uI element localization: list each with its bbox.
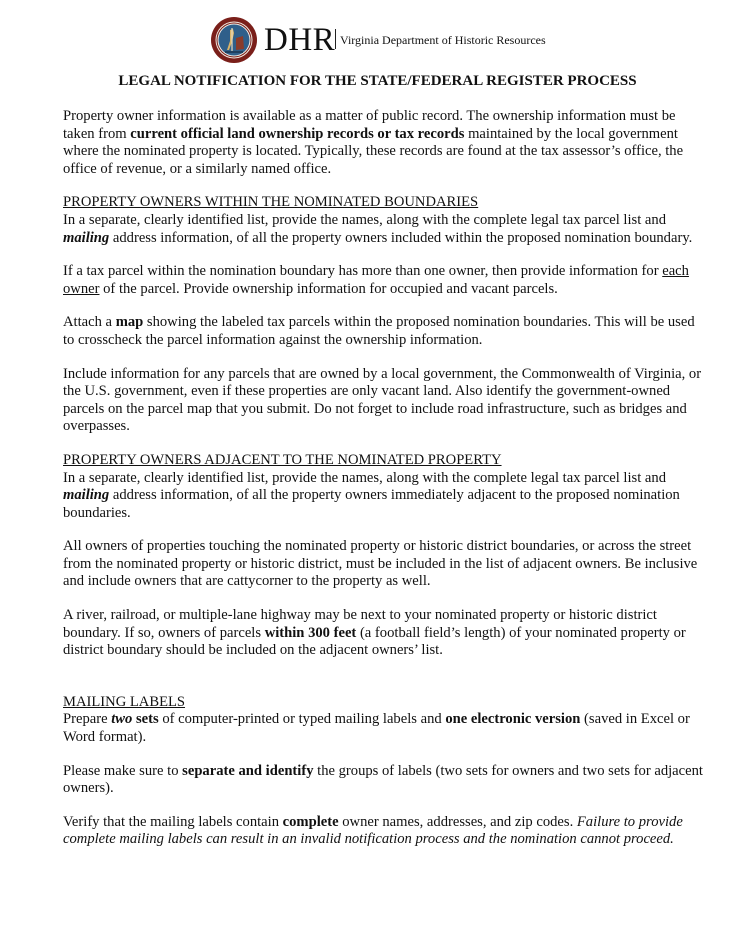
intro-text-2: maintained by the local government where the nominated property is located. Typically, these records are found at the tax assessor’s office, the office of revenue, or a similarly named office. bbox=[63, 125, 684, 177]
owners-p2-text-2: of the parcel. Provide ownership information for occupied and vacant parcels. bbox=[99, 280, 558, 297]
owners-p1-text-2: address information, of all the property owners included within the proposed nomination boundary. bbox=[109, 229, 693, 246]
labels-paragraph-1 bbox=[63, 711, 703, 746]
intro-emphasis: current official land ownership records or tax records bbox=[130, 125, 465, 142]
labels-p1-text-3: (saved in Excel or Word format). bbox=[63, 711, 690, 746]
adjacent-p1-text-1: In a separate, clearly identified list, provide the names, along with the complete legal tax parcel list and bbox=[63, 469, 666, 486]
owners-p1-emphasis: mailing bbox=[63, 229, 110, 246]
owners-paragraph-1 bbox=[63, 212, 703, 247]
labels-p3-emphasis: complete bbox=[282, 813, 339, 830]
labels-p1-text-2: of computer-printed or typed mailing labels and bbox=[158, 711, 446, 728]
labels-p3-warning: Failure to provide complete mailing labels can result in an invalid notification process and the nomination cannot proceed. bbox=[63, 813, 683, 848]
adjacent-p1-emphasis: mailing bbox=[63, 487, 110, 504]
adjacent-p3-text-2: (a football field’s length) of your nominated property or district boundary should be included on the adjacent owners’ list. bbox=[63, 624, 686, 659]
labels-paragraph-3 bbox=[63, 814, 703, 849]
adjacent-section-heading: PROPERTY OWNERS ADJACENT TO THE NOMINATED PROPERTY bbox=[63, 451, 502, 468]
virginia-seal-icon bbox=[210, 16, 258, 64]
adjacent-paragraph-2: All owners of properties touching the nominated property or historic district boundaries, or across the street from the nominated property or historic district, must be included in the list of adjacent owners. Be inclusive and include owners that are cattycorner to the property as well. bbox=[63, 538, 698, 590]
labels-p1-emphasis-italic: two bbox=[111, 711, 133, 728]
intro-paragraph bbox=[63, 108, 703, 178]
page-title: LEGAL NOTIFICATION FOR THE STATE/FEDERAL REGISTER PROCESS bbox=[118, 73, 637, 89]
owners-p2-underline: each owner bbox=[63, 263, 689, 297]
owners-paragraph-3 bbox=[63, 314, 703, 349]
adjacent-paragraph-1 bbox=[63, 470, 703, 523]
labels-p2-emphasis: separate and identify bbox=[182, 762, 314, 779]
owners-p3-emphasis: map bbox=[115, 314, 144, 331]
owners-section-heading: PROPERTY OWNERS WITHIN THE NOMINATED BOUNDARIES bbox=[63, 194, 479, 211]
owners-p3-text-2: showing the labeled tax parcels within the proposed nomination boundaries. This will be used to crosscheck the parcel information against the ownership information. bbox=[63, 314, 695, 348]
labels-p2-text-1: Please make sure to bbox=[63, 762, 183, 779]
owners-p2-text-1: If a tax parcel within the nomination boundary has more than one owner, then provide information for bbox=[63, 263, 663, 280]
owners-p3-text-1: Attach a bbox=[63, 314, 116, 331]
letterhead bbox=[0, 16, 755, 66]
labels-section-heading: MAILING LABELS bbox=[63, 693, 186, 710]
labels-p3-text-2: owner names, addresses, and zip codes. bbox=[338, 813, 577, 830]
labels-p1-emphasis-electronic: one electronic version bbox=[445, 711, 581, 728]
agency-name: Virginia Department of Historic Resources bbox=[340, 33, 546, 47]
labels-p1-emphasis-sets: sets bbox=[132, 711, 159, 728]
logo-divider bbox=[335, 29, 336, 49]
adjacent-p1-text-2: address information, of all the property owners immediately adjacent to the proposed nomination boundaries. bbox=[63, 487, 680, 521]
owners-paragraph-2 bbox=[63, 263, 703, 298]
logo-text: DHR bbox=[264, 22, 336, 58]
labels-p1-text-1: Prepare bbox=[63, 711, 112, 728]
owners-paragraph-4: Include information for any parcels that are owned by a local government, the Commonwealth of Virginia, or the U.S. government, even if these properties are only vacant land. Also identify the government-owned parcels on the parcel map that you submit. Do not forget to include road infrastructure, such as bridges and overpasses. bbox=[63, 365, 702, 435]
adjacent-p3-emphasis: within 300 feet bbox=[264, 624, 357, 641]
labels-p3-text-1: Verify that the mailing labels contain bbox=[63, 813, 283, 830]
adjacent-paragraph-3 bbox=[63, 607, 703, 660]
owners-p1-text-1: In a separate, clearly identified list, provide the names, along with the complete legal tax parcel list and bbox=[63, 211, 666, 228]
intro-text-1: Property owner information is available as a matter of public record. The ownership information must be taken from bbox=[63, 108, 676, 142]
adjacent-p3-text-1: A river, railroad, or multiple-lane highway may be next to your nominated property or historic district boundary. If so, owners of parcels bbox=[63, 607, 657, 641]
labels-paragraph-2 bbox=[63, 763, 703, 798]
labels-p2-text-2: the groups of labels (two sets for owners and two sets for adjacent owners). bbox=[63, 762, 703, 797]
document-body bbox=[63, 108, 703, 849]
